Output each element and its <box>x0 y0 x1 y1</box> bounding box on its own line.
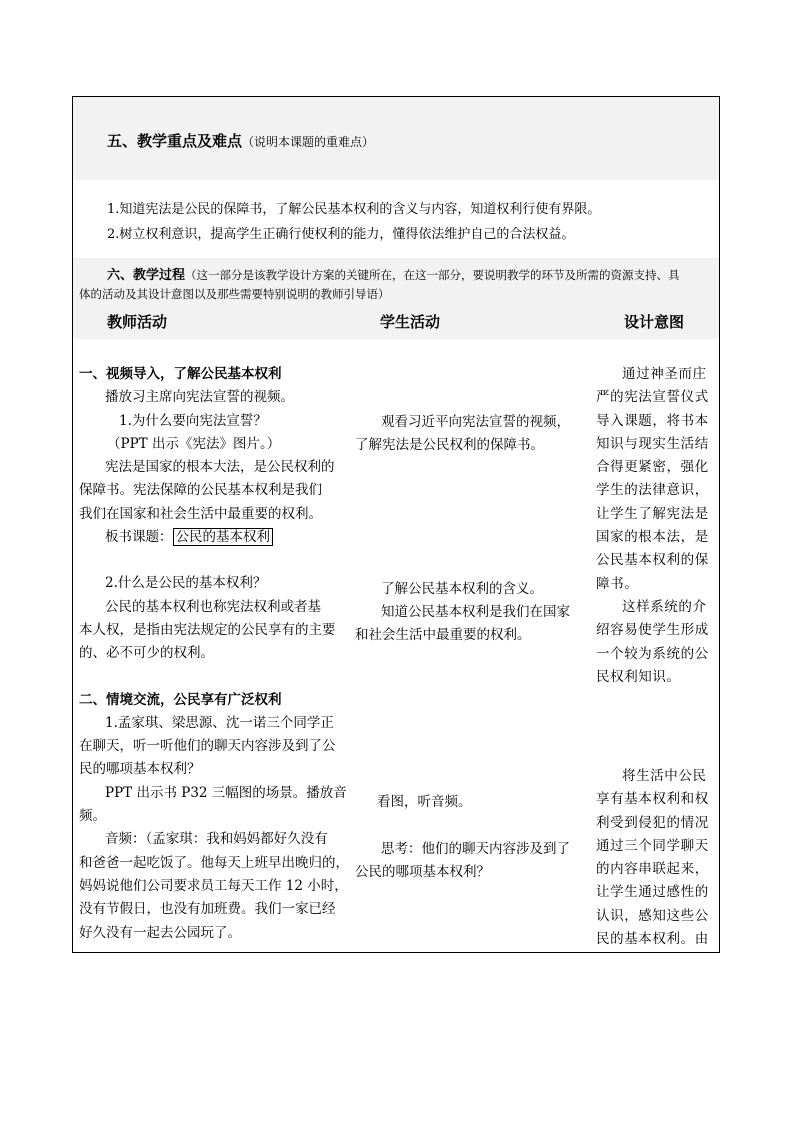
teacher-line: 没有节假日，也没有加班费。我们一家已经 <box>79 901 336 918</box>
lesson-plan-table <box>72 96 720 953</box>
design-intent-block-1 <box>596 363 716 689</box>
teacher-column <box>79 363 349 945</box>
design-line: 导入课题，将书本 <box>596 412 709 429</box>
header-teacher-activity: 教师活动 <box>107 313 168 331</box>
teacher-line: 宪法是国家的根本大法，是公民权利的 <box>105 459 335 476</box>
design-line: 这样系统的介 <box>622 598 707 615</box>
teacher-heading-1: 一、视频导入，了解公民基本权利 <box>79 366 282 382</box>
header-student-activity: 学生活动 <box>380 313 441 331</box>
design-line: 让学生通过感性的 <box>596 884 709 901</box>
student-activity-4: 知道公民基本权利是我们在国家 <box>381 604 570 620</box>
board-title-label: 板书课题： <box>105 529 173 546</box>
design-line: 学生的法律意识， <box>596 482 709 499</box>
key-point-1: 1.知道宪法是公民的保障书，了解公民基本权利的含义与内容，知道权利行使有界限。 <box>107 202 601 217</box>
teacher-line: 保障书。宪法保障的公民基本权利是我们 <box>79 482 322 499</box>
design-line: 合得更紧密，强化 <box>596 459 709 476</box>
design-line: 知识与现实生活结 <box>596 435 709 452</box>
teacher-line: 本人权，是指由宪法规定的公民享有的主要 <box>79 621 336 638</box>
design-line: 享有基本权利和权 <box>596 791 709 808</box>
teacher-line: 公民的基本权利也称宪法权利或者基 <box>105 598 321 615</box>
teacher-line: 音频：（孟家琪：我和妈妈都好久没有 <box>105 831 328 848</box>
design-line: 通过神圣而庄 <box>622 366 707 382</box>
teacher-line: （PPT 出示《宪法》图片。） <box>107 435 281 452</box>
header-design-intent: 设计意图 <box>624 313 685 331</box>
design-line: 国家的根本法，是 <box>596 529 709 546</box>
board-title-line <box>79 526 349 549</box>
design-line: 的内容串联起来， <box>596 861 709 878</box>
design-line: 障书。 <box>596 575 639 592</box>
section5-note: （说明本课题的重难点） <box>242 135 375 149</box>
student-activity-5: 和社会生活中最重要的权利。 <box>355 627 531 643</box>
design-intent-block-2 <box>596 765 716 951</box>
spacer <box>79 666 349 689</box>
design-line: 绍容易使学生形成 <box>596 622 709 639</box>
design-line: 严的宪法宣誓仪式 <box>596 389 709 406</box>
design-line: 通过三个同学聊天 <box>596 837 709 854</box>
section6-note-line2: 体的活动及其设计意图以及那些需要特别说明的教师引导语） <box>79 287 390 301</box>
teacher-line: 的、必不可少的权利。 <box>79 645 214 662</box>
design-line: 认识，感知这些公 <box>596 907 709 924</box>
section5-heading <box>107 130 374 151</box>
design-line: 民的基本权利。由 <box>596 931 709 948</box>
section5-title: 五、教学重点及难点 <box>107 132 243 150</box>
design-line: 民权利知识。 <box>596 668 681 685</box>
teacher-line: 好久没有一起去公园玩了。 <box>79 924 241 941</box>
design-line: 将生活中公民 <box>622 768 707 784</box>
board-title-box: 公民的基本权利 <box>173 528 274 546</box>
student-activity-6: 看图，听音频。 <box>377 794 472 810</box>
section6-title: 六、教学过程 <box>107 268 186 283</box>
design-line: 利受到侵犯的情况 <box>596 814 709 831</box>
teacher-line: 1.孟家琪、梁思源、沈一诺三个同学正 <box>105 714 334 731</box>
teacher-line: 和爸爸一起吃饭了。他每天上班早出晚归的， <box>79 854 349 871</box>
student-activity-7: 思考：他们的聊天内容涉及到了 <box>381 841 570 857</box>
spacer <box>79 549 349 572</box>
student-activity-2: 了解宪法是公民权利的保障书。 <box>355 437 544 453</box>
teacher-question-1: 1.为什么要向宪法宣誓？ <box>119 412 267 429</box>
teacher-line: 妈妈说他们公司要求员工每天工作 12 小时， <box>79 877 348 894</box>
section6-heading <box>107 264 680 283</box>
student-activity-3: 了解公民基本权利的含义。 <box>381 581 543 597</box>
section6-note-line1: （这一部分是该教学设计方案的关键所在，在这一部分，要说明教学的环节及所需的资源支持、具 <box>185 268 680 282</box>
teacher-line: 民的哪项基本权利？ <box>79 761 201 778</box>
design-line: 让学生了解宪法是 <box>596 505 709 522</box>
teacher-question-2: 2.什么是公民的基本权利？ <box>105 575 267 592</box>
teacher-line: 播放习主席向宪法宣誓的视频。 <box>105 389 294 406</box>
teacher-line: PPT 出示书 P32 三幅图的场景。播放音 <box>105 784 347 801</box>
design-line: 公民基本权利的保 <box>596 552 709 569</box>
teacher-line: 频。 <box>79 808 106 825</box>
design-line: 一个较为系统的公 <box>596 645 709 662</box>
teacher-line: 我们在国家和社会生活中最重要的权利。 <box>79 505 322 522</box>
key-point-2: 2.树立权利意识，提高学生正确行使权利的能力，懂得依法维护自己的合法权益。 <box>107 227 575 242</box>
teacher-heading-2: 二、情境交流，公民享有广泛权利 <box>79 691 282 708</box>
student-activity-8: 公民的哪项基本权利？ <box>355 864 490 880</box>
teacher-line: 在聊天，听一听他们的聊天内容涉及到了公 <box>79 738 336 755</box>
student-activity-1: 观看习近平向宪法宣誓的视频， <box>381 414 570 430</box>
